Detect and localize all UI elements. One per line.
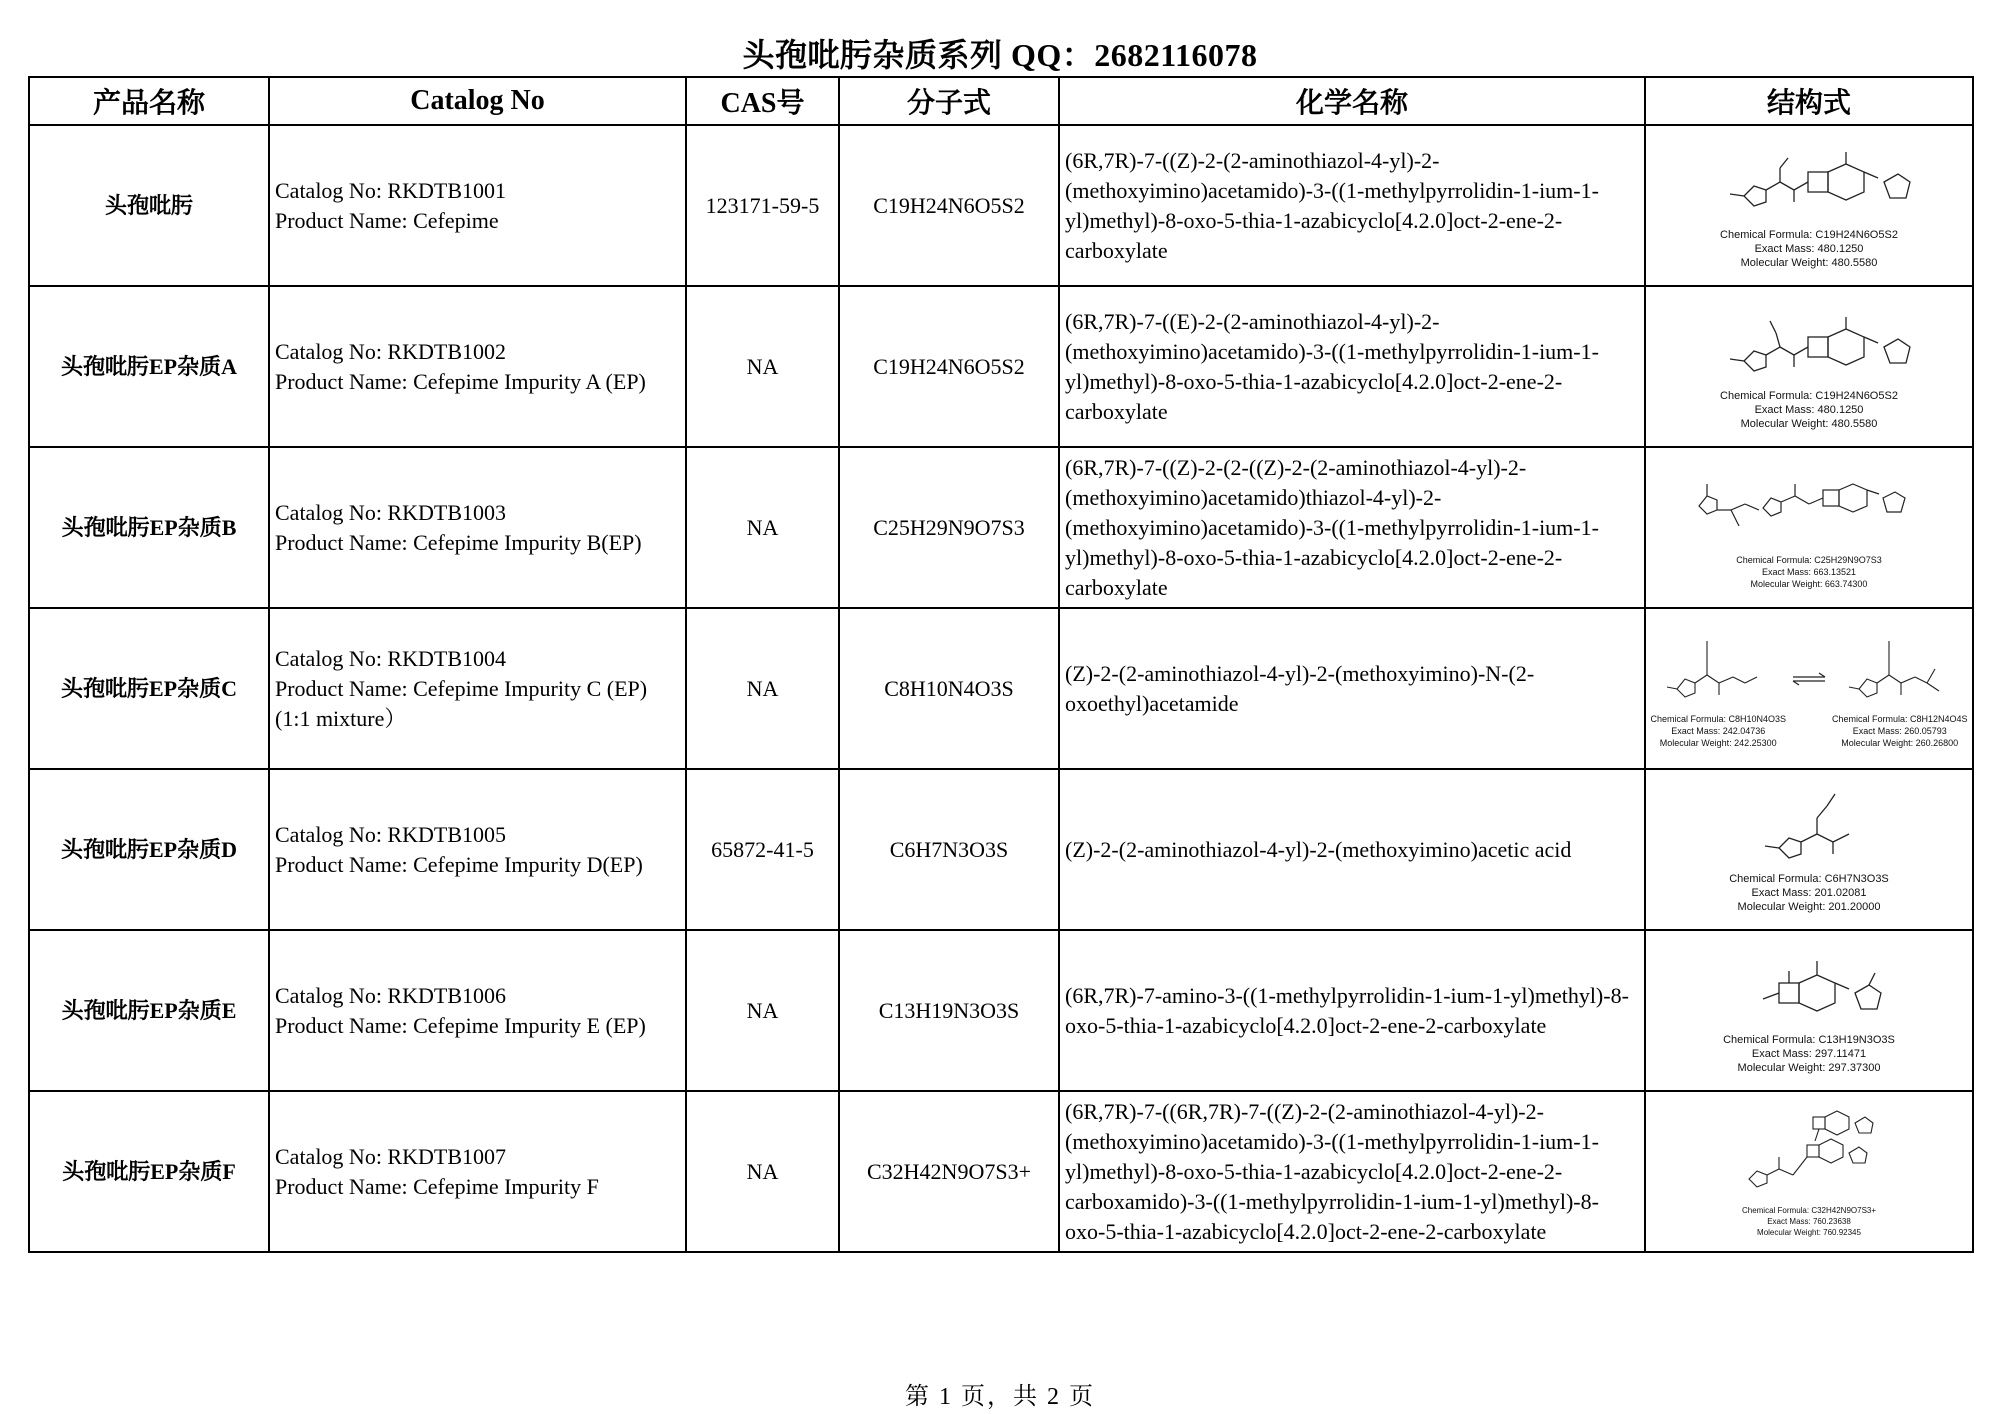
catalog-no-text: Catalog No: RKDTB1007 bbox=[275, 1143, 506, 1169]
chem-name-cell: (Z)-2-(2-aminothiazol-4-yl)-2-(methoxyimino)acetic acid bbox=[1059, 769, 1645, 930]
header-product-name: 产品名称 bbox=[29, 77, 269, 125]
structure-weight-label: Molecular Weight: 242.25300 bbox=[1659, 737, 1777, 748]
structure-formula-label: Chemical Formula: C19H24N6O5S2 bbox=[1720, 389, 1898, 402]
cas-cell: NA bbox=[686, 447, 839, 608]
cas-cell: 65872-41-5 bbox=[686, 769, 839, 930]
molecule-drawing bbox=[1835, 629, 1965, 713]
catalog-cell bbox=[269, 1091, 686, 1252]
formula-cell: C13H19N3O3S bbox=[839, 930, 1059, 1091]
structure-formula-label: Chemical Formula: C6H7N3O3S bbox=[1729, 872, 1889, 885]
cas-cell: NA bbox=[686, 608, 839, 769]
page-title: 头孢吡肟杂质系列 QQ：2682116078 bbox=[742, 37, 1258, 73]
catalog-no-text: Catalog No: RKDTB1003 bbox=[275, 499, 506, 525]
catalog-cell bbox=[269, 447, 686, 608]
structure-weight-label: Molecular Weight: 663.74300 bbox=[1750, 578, 1868, 589]
table-row bbox=[29, 1091, 1973, 1252]
structure-figure bbox=[1650, 629, 1786, 749]
structure-weight-label: Molecular Weight: 260.26800 bbox=[1841, 737, 1959, 748]
molecule-drawing bbox=[1659, 466, 1959, 554]
product-name-text: Product Name: Cefepime Impurity A (EP) bbox=[275, 368, 646, 394]
formula-cell: C8H10N4O3S bbox=[839, 608, 1059, 769]
header-structure: 结构式 bbox=[1645, 77, 1973, 125]
table-row bbox=[29, 930, 1973, 1091]
structure-figure bbox=[1648, 303, 1970, 431]
structure-formula-label: Chemical Formula: C13H19N3O3S bbox=[1723, 1033, 1895, 1046]
structure-mass-label: Exact Mass: 297.11471 bbox=[1751, 1047, 1867, 1060]
table-row bbox=[29, 286, 1973, 447]
catalog-no-text: Catalog No: RKDTB1006 bbox=[275, 982, 506, 1008]
header-cas: CAS号 bbox=[686, 77, 839, 125]
chem-name-cell: (Z)-2-(2-aminothiazol-4-yl)-2-(methoxyimino)-N-(2-oxoethyl)acetamide bbox=[1059, 608, 1645, 769]
product-name-text: Product Name: Cefepime Impurity C (EP)(1:1 mixture） bbox=[275, 675, 648, 731]
cas-cell: NA bbox=[686, 930, 839, 1091]
cas-cell: 123171-59-5 bbox=[686, 125, 839, 286]
product-name-text: Product Name: Cefepime bbox=[275, 207, 499, 233]
formula-cell: C32H42N9O7S3+ bbox=[839, 1091, 1059, 1252]
formula-cell: C6H7N3O3S bbox=[839, 769, 1059, 930]
catalog-no-text: Catalog No: RKDTB1004 bbox=[275, 645, 506, 671]
structure-formula-label: Chemical Formula: C8H10N4O3S bbox=[1650, 713, 1787, 724]
chem-name-cell: (6R,7R)-7-((Z)-2-(2-((Z)-2-(2-aminothiazol-4-yl)-2-(methoxyimino)acetamido)thiazol-4-yl)-2-(methoxyimino)acetamido)-3-((1-methylpyrrolidin-1-ium-1-yl)methyl)-8-oxo-5-thia-1-azabicyclo[4.2.0]oct-2-ene-2-carboxylate bbox=[1059, 447, 1645, 608]
table-row bbox=[29, 447, 1973, 608]
chem-name-cell: (6R,7R)-7-((Z)-2-(2-aminothiazol-4-yl)-2-(methoxyimino)acetamido)-3-((1-methylpyrrolidin-1-ium-1-yl)methyl)-8-oxo-5-thia-1-azabicyclo[4.2.0]oct-2-ene-2-carboxylate bbox=[1059, 125, 1645, 286]
structure-mass-label: Exact Mass: 260.05793 bbox=[1852, 725, 1947, 736]
structure-weight-label: Molecular Weight: 760.92345 bbox=[1757, 1228, 1861, 1237]
table-row bbox=[29, 769, 1973, 930]
product-name-cell: 头孢吡肟EP杂质B bbox=[29, 447, 269, 608]
catalog-no-text: Catalog No: RKDTB1001 bbox=[275, 177, 506, 203]
chem-name-cell: (6R,7R)-7-((E)-2-(2-aminothiazol-4-yl)-2-(methoxyimino)acetamido)-3-((1-methylpyrrolidin-1-ium-1-yl)methyl)-8-oxo-5-thia-1-azabicyclo[4.2.0]oct-2-ene-2-carboxylate bbox=[1059, 286, 1645, 447]
structure-mass-label: Exact Mass: 201.02081 bbox=[1751, 886, 1867, 899]
structure-figure bbox=[1648, 947, 1970, 1075]
structure-cell bbox=[1645, 1091, 1973, 1252]
product-name-cell: 头孢吡肟 bbox=[29, 125, 269, 286]
structure-cell bbox=[1645, 608, 1973, 769]
structure-figure bbox=[1648, 142, 1970, 270]
molecule-drawing bbox=[1709, 1105, 1909, 1205]
structure-cell bbox=[1645, 447, 1973, 608]
chem-name-cell: (6R,7R)-7-((6R,7R)-7-((Z)-2-(2-aminothiazol-4-yl)-2-(methoxyimino)acetamido)-3-((1-methylpyrrolidin-1-ium-1-yl)methyl)-8-oxo-5-thia-1-azabicyclo[4.2.0]oct-2-ene-2-carboxamido)-3-((1-methylpyrrolidin-1-ium-1-yl)methyl)-8-oxo-5-thia-1-azabicyclo[4.2.0]oct-2-ene-2-carboxylate bbox=[1059, 1091, 1645, 1252]
product-name-cell: 头孢吡肟EP杂质D bbox=[29, 769, 269, 930]
product-name-cell: 头孢吡肟EP杂质F bbox=[29, 1091, 269, 1252]
chem-name-cell: (6R,7R)-7-amino-3-((1-methylpyrrolidin-1-ium-1-yl)methyl)-8-oxo-5-thia-1-azabicyclo[4.2.0]oct-2-ene-2-carboxylate bbox=[1059, 930, 1645, 1091]
catalog-cell bbox=[269, 769, 686, 930]
structure-weight-label: Molecular Weight: 480.5580 bbox=[1740, 417, 1878, 430]
structure-formula-label: Chemical Formula: C19H24N6O5S2 bbox=[1720, 228, 1898, 241]
molecule-drawing bbox=[1684, 142, 1934, 228]
cas-cell: NA bbox=[686, 286, 839, 447]
product-name-text: Product Name: Cefepime Impurity B(EP) bbox=[275, 529, 642, 555]
structure-figure bbox=[1832, 629, 1968, 749]
catalog-cell bbox=[269, 125, 686, 286]
structure-figure bbox=[1648, 1105, 1970, 1238]
header-formula: 分子式 bbox=[839, 77, 1059, 125]
page-footer: 第 1 页，共 2 页 bbox=[905, 1384, 1095, 1410]
structure-mass-label: Exact Mass: 480.1250 bbox=[1754, 403, 1864, 416]
structure-figure bbox=[1648, 786, 1970, 914]
product-name-text: Product Name: Cefepime Impurity F bbox=[275, 1173, 599, 1199]
formula-cell: C25H29N9O7S3 bbox=[839, 447, 1059, 608]
structure-weight-label: Molecular Weight: 297.37300 bbox=[1737, 1061, 1881, 1074]
formula-cell: C19H24N6O5S2 bbox=[839, 125, 1059, 286]
product-name-text: Product Name: Cefepime Impurity D(EP) bbox=[275, 851, 643, 877]
table-row bbox=[29, 608, 1973, 769]
structure-cell bbox=[1645, 125, 1973, 286]
product-name-text: Product Name: Cefepime Impurity E (EP) bbox=[275, 1012, 646, 1038]
molecule-drawing bbox=[1653, 629, 1783, 713]
impurity-table bbox=[28, 76, 1974, 1253]
product-name-cell: 头孢吡肟EP杂质C bbox=[29, 608, 269, 769]
catalog-cell bbox=[269, 286, 686, 447]
table-header-row bbox=[29, 77, 1973, 125]
cas-cell: NA bbox=[686, 1091, 839, 1252]
molecule-drawing bbox=[1684, 303, 1934, 389]
structure-weight-label: Molecular Weight: 480.5580 bbox=[1740, 256, 1878, 269]
header-chem-name: 化学名称 bbox=[1059, 77, 1645, 125]
product-name-cell: 头孢吡肟EP杂质A bbox=[29, 286, 269, 447]
molecule-drawing bbox=[1709, 947, 1909, 1033]
structure-weight-label: Molecular Weight: 201.20000 bbox=[1737, 900, 1881, 913]
structure-formula-label: Chemical Formula: C25H29N9O7S3 bbox=[1736, 554, 1882, 565]
header-catalog-no: Catalog No bbox=[269, 77, 686, 125]
structure-cell bbox=[1645, 769, 1973, 930]
structure-pair bbox=[1648, 629, 1970, 749]
molecule-drawing bbox=[1709, 786, 1909, 872]
structure-cell bbox=[1645, 930, 1973, 1091]
structure-formula-label: Chemical Formula: C8H12N4O4S bbox=[1831, 713, 1968, 724]
structure-mass-label: Exact Mass: 760.23638 bbox=[1767, 1217, 1851, 1226]
structure-figure bbox=[1648, 466, 1970, 590]
table-row bbox=[29, 125, 1973, 286]
structure-mass-label: Exact Mass: 663.13521 bbox=[1761, 566, 1857, 577]
catalog-cell bbox=[269, 608, 686, 769]
catalog-no-text: Catalog No: RKDTB1005 bbox=[275, 821, 506, 847]
product-name-cell: 头孢吡肟EP杂质E bbox=[29, 930, 269, 1091]
equilibrium-arrow-icon bbox=[1791, 659, 1827, 699]
structure-formula-label: Chemical Formula: C32H42N9O7S3+ bbox=[1741, 1206, 1877, 1215]
structure-mass-label: Exact Mass: 480.1250 bbox=[1754, 242, 1864, 255]
catalog-no-text: Catalog No: RKDTB1002 bbox=[275, 338, 506, 364]
formula-cell: C19H24N6O5S2 bbox=[839, 286, 1059, 447]
structure-mass-label: Exact Mass: 242.04736 bbox=[1671, 725, 1766, 736]
structure-cell bbox=[1645, 286, 1973, 447]
catalog-cell bbox=[269, 930, 686, 1091]
